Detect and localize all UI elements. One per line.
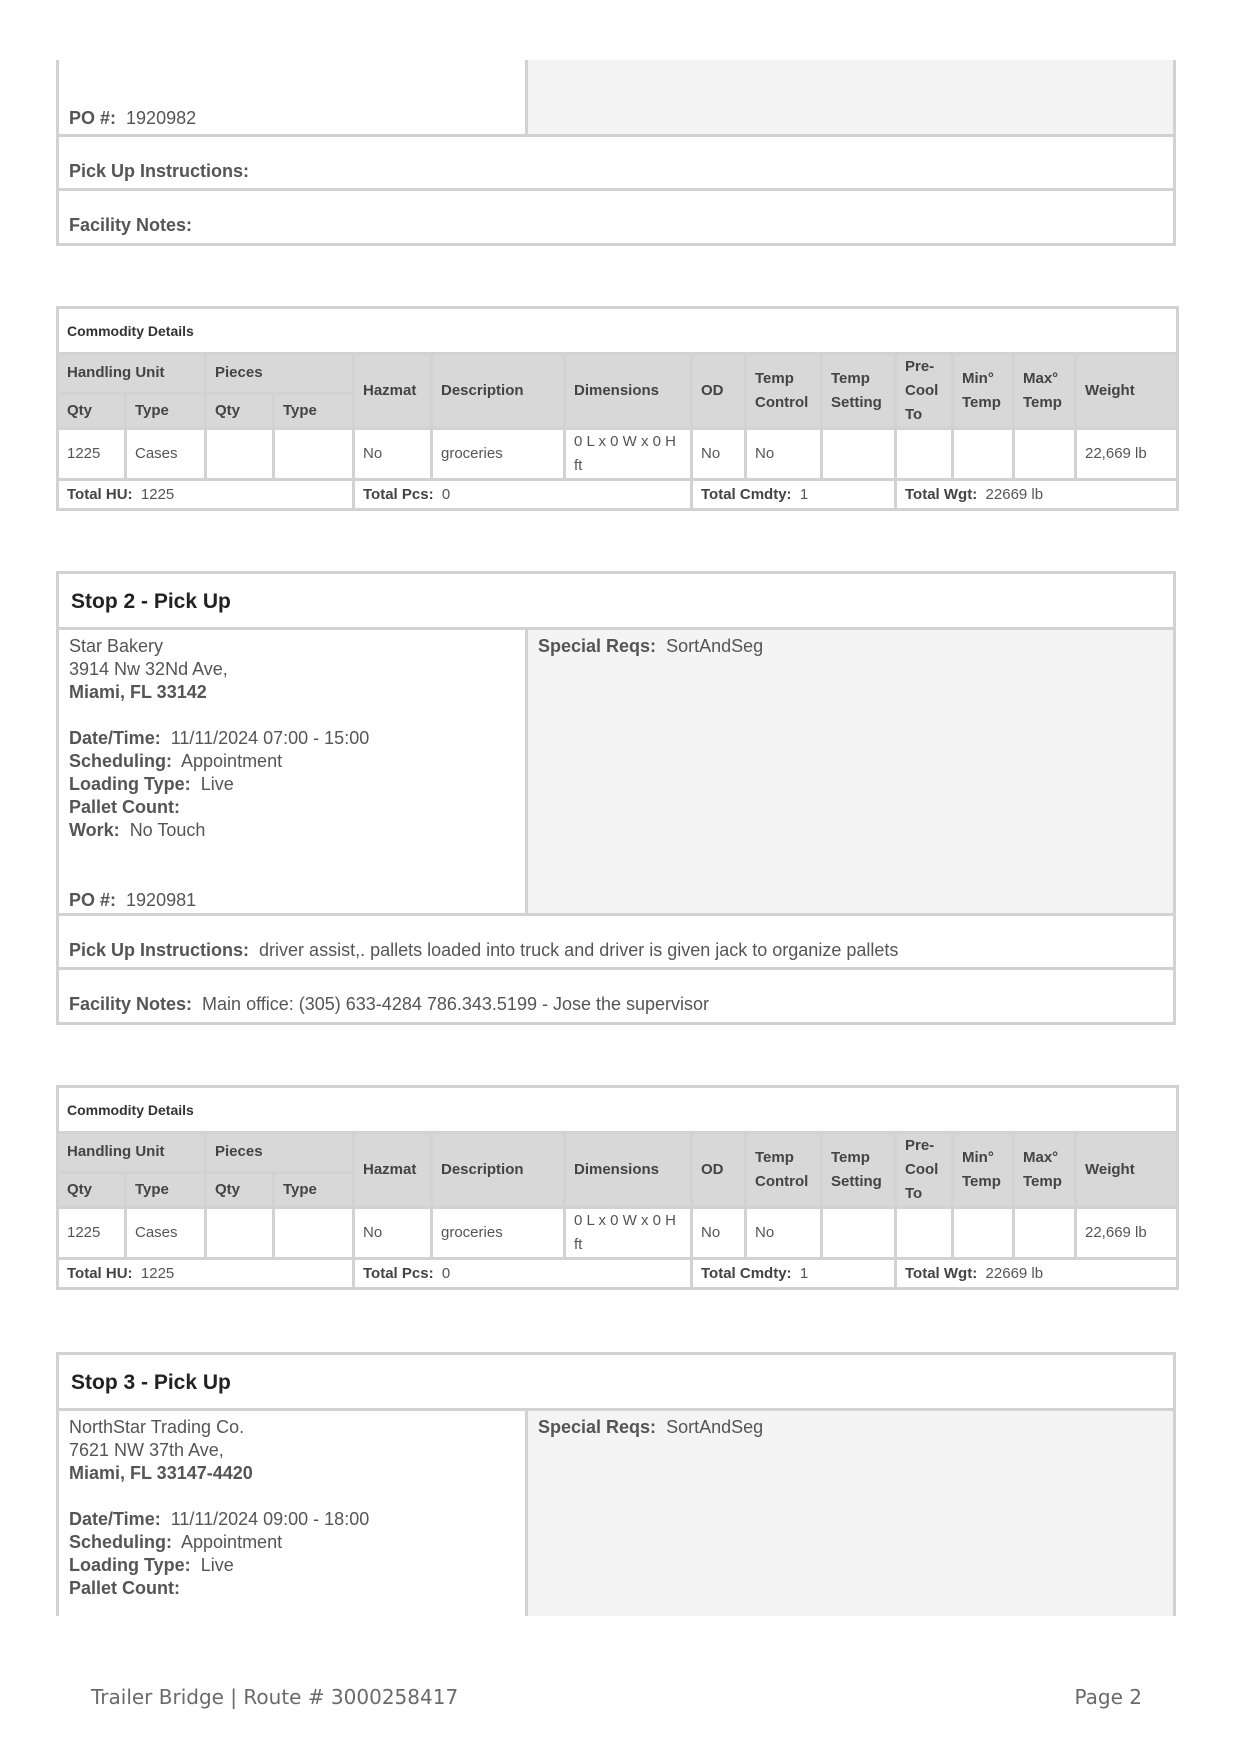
header-hu-qty: Qty [58,393,126,428]
header-description: Description [432,354,565,429]
total-pcs: Total Pcs: 0 [354,480,692,510]
header-pieces: Pieces [206,354,354,394]
stop-3-header [59,1355,1173,1411]
header-max-temp: Max° Temp [1014,354,1076,429]
stop-3-city: Miami, FL 33147-4420 [69,1463,253,1483]
cell-temp-control: No [746,1208,822,1259]
prev-facility-notes-row [59,191,1173,243]
commodity-table-2 [56,1085,1179,1290]
stop-3-loading: Loading Type: Live [69,1555,234,1575]
cell-pc-type [274,1208,354,1259]
commodity-table-1 [56,306,1179,511]
total-hu: Total HU: 1225 [58,480,354,510]
stop-3-box [56,1352,1176,1616]
cell-hu-qty: 1225 [58,1208,126,1259]
header-temp-setting: Temp Setting [822,354,896,429]
prev-pickup-instructions-row [59,137,1173,191]
stop-3-special-reqs-panel: Special Reqs: SortAndSeg [525,1411,1173,1616]
cell-pc-qty [206,1208,274,1259]
footer-route: Trailer Bridge | Route # 3000258417 [91,1685,459,1709]
header-hu-qty: Qty [58,1172,126,1207]
cell-pre-cool [896,429,953,480]
header-od: OD [692,1133,746,1208]
prev-stop-box [56,60,1176,246]
cell-od: No [692,1208,746,1259]
cell-dimensions: 0 L x 0 W x 0 H ft [565,429,692,480]
prev-special-reqs-panel [525,60,1173,134]
stop-2-pickup-instructions-row: Pick Up Instructions: driver assist,. pallets loaded into truck and driver is given jack to organize pallets [59,916,1173,970]
totals-row [58,1259,1178,1289]
header-pre-cool: Pre-Cool To [896,354,953,429]
cell-description: groceries [432,429,565,480]
stop-2-scheduling: Scheduling: Appointment [69,751,283,771]
cell-max-temp [1014,1208,1076,1259]
cell-pre-cool [896,1208,953,1259]
header-pre-cool: Pre-Cool To [896,1133,953,1208]
cell-max-temp [1014,429,1076,480]
prev-stop-info-row [59,60,1173,137]
header-hu-type: Type [126,1172,206,1207]
table-row [58,1208,1178,1259]
header-hazmat: Hazmat [354,354,432,429]
prev-po: PO #: 1920982 [69,108,197,128]
prev-facility-label: Facility Notes: [69,215,193,235]
stop-3-name: NorthStar Trading Co. [69,1417,245,1437]
stop-2-loading: Loading Type: Live [69,774,234,794]
header-dimensions: Dimensions [565,354,692,429]
stop-2-address: 3914 Nw 32Nd Ave, [69,659,228,679]
stop-3-title: Stop 3 - Pick Up [71,1371,231,1394]
cell-min-temp [953,1208,1014,1259]
cell-pc-type [274,429,354,480]
stop-2-info-row [59,630,1173,916]
cell-weight: 22,669 lb [1076,429,1178,480]
total-cmdty: Total Cmdty: 1 [692,480,896,510]
stop-2-city: Miami, FL 33142 [69,682,207,702]
header-description: Description [432,1133,565,1208]
header-max-temp: Max° Temp [1014,1133,1076,1208]
header-min-temp: Min° Temp [953,1133,1014,1208]
cell-od: No [692,429,746,480]
cell-temp-setting [822,1208,896,1259]
cell-min-temp [953,429,1014,480]
stop-2-facility-notes-row: Facility Notes: Main office: (305) 633-4284 786.343.5199 - Jose the supervisor [69,994,710,1014]
header-hazmat: Hazmat [354,1133,432,1208]
cell-dimensions: 0 L x 0 W x 0 H ft [565,1208,692,1259]
header-pc-qty: Qty [206,1172,274,1207]
footer-page-number: Page 2 [1074,1685,1142,1709]
stop-3-datetime: Date/Time: 11/11/2024 09:00 - 18:00 [69,1509,370,1529]
header-pc-qty: Qty [206,393,274,428]
header-temp-control: Temp Control [746,1133,822,1208]
total-hu: Total HU: 1225 [58,1259,354,1289]
stop-2-title: Stop 2 - Pick Up [71,590,231,613]
header-handling-unit: Handling Unit [58,1133,206,1173]
cell-hazmat: No [354,429,432,480]
cell-temp-setting [822,429,896,480]
header-handling-unit: Handling Unit [58,354,206,394]
cell-temp-control: No [746,429,822,480]
cell-hu-type: Cases [126,429,206,480]
stop-3-scheduling: Scheduling: Appointment [69,1532,283,1552]
total-wgt: Total Wgt: 22669 lb [896,1259,1178,1289]
stop-2-pallet: Pallet Count: [69,797,180,817]
header-min-temp: Min° Temp [953,354,1014,429]
stop-3-address: 7621 NW 37th Ave, [69,1440,224,1460]
stop-2-header [59,574,1173,630]
cell-weight: 22,669 lb [1076,1208,1178,1259]
stop-2-po: PO #: 1920981 [69,890,197,910]
header-dimensions: Dimensions [565,1133,692,1208]
cell-hu-qty: 1225 [58,429,126,480]
header-weight: Weight [1076,354,1178,429]
header-weight: Weight [1076,1133,1178,1208]
stop-2-work: Work: No Touch [69,820,206,840]
stop-2-box [56,571,1176,1025]
cell-hu-type: Cases [126,1208,206,1259]
total-pcs: Total Pcs: 0 [354,1259,692,1289]
cell-description: groceries [432,1208,565,1259]
header-pieces: Pieces [206,1133,354,1173]
stop-2-special-reqs-panel: Special Reqs: SortAndSeg [525,630,1173,913]
total-wgt: Total Wgt: 22669 lb [896,480,1178,510]
header-temp-setting: Temp Setting [822,1133,896,1208]
commodity-title: Commodity Details [58,1087,1178,1133]
cell-hazmat: No [354,1208,432,1259]
stop-2-name: Star Bakery [69,636,164,656]
stop-3-pallet: Pallet Count: [69,1578,180,1598]
cell-pc-qty [206,429,274,480]
header-hu-type: Type [126,393,206,428]
stop-2-datetime: Date/Time: 11/11/2024 07:00 - 15:00 [69,728,370,748]
header-pc-type: Type [274,1172,354,1207]
header-od: OD [692,354,746,429]
totals-row [58,480,1178,510]
total-cmdty: Total Cmdty: 1 [692,1259,896,1289]
stop-3-info-row [59,1411,1173,1616]
prev-pickup-label: Pick Up Instructions: [69,161,250,181]
commodity-title: Commodity Details [58,308,1178,354]
header-pc-type: Type [274,393,354,428]
header-temp-control: Temp Control [746,354,822,429]
table-row [58,429,1178,480]
